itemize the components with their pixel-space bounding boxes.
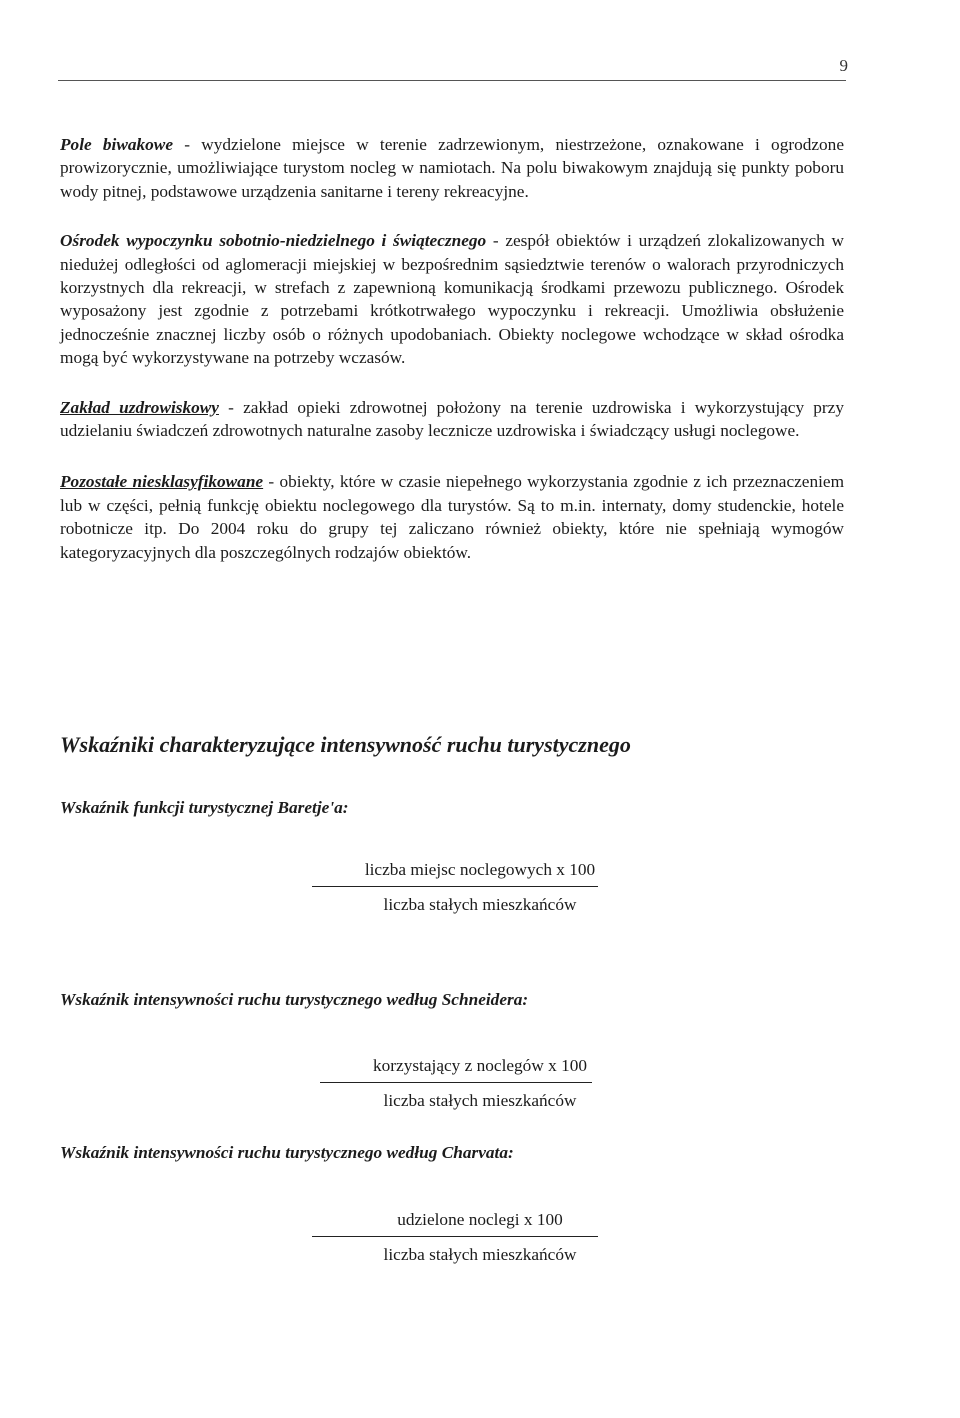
indicator-title: Wskaźnik intensywności ruchu turystycznego według Charvata: [60,1143,514,1162]
definition-text: - zespół obiektów i urządzeń zlokalizowanych w niedużej odległości od aglomeracji miejskiej w bezpośrednim sąsiedztwie terenów o walorach przyrodniczych korzystnych dla rekreacji, w strefach z zapewnioną komunikacją środkami przewozu publicznego. Ośrodek wyposażony jest zgodnie z potrzebami krótkotrwałego wypoczynku i rekreacji. Umożliwia obsłużenie jednocześnie znacznej liczby osób o różnych upodobaniach. Obiekty noclegowe wchodzące w skład ośrodka mogą być wykorzystywane na potrzeby wczasów. [60,231,844,368]
formula-denominator: liczba stałych mieszkańców [383,1091,577,1110]
indicator-title: Wskaźnik funkcji turystycznej Baretje'a: [60,798,349,817]
definition-paragraph [60,229,844,369]
definition-paragraph [60,470,844,564]
definition-paragraph [60,396,844,443]
formula-fraction [0,860,960,915]
definition-term: Ośrodek wypoczynku sobotnio-niedzielnego i świątecznego [60,231,487,251]
definition-text: - wydzielone miejsce w terenie zadrzewionym, niestrzeżone, oznakowane i ogrodzone prowizorycznie, umożliwiające turystom nocleg w namiotach. Na polu biwakowym znajdują się punkty poboru wody pitnej, podstawowe urządzenia sanitarne i tereny rekreacyjne. [60,135,844,201]
definition-term: Pozostałe niesklasyfikowane [60,472,264,492]
header-rule [58,80,846,81]
definition-text: - obiekty, które w czasie niepełnego wykorzystania zgodnie z ich przeznaczeniem lub w części, pełnią funkcję obiektu noclegowego dla turystów. Są to m.in. internaty, domy studenckie, hotele robotnicze itp. Do 2004 roku do grupy tej zaliczano również obiekty, które nie spełniają wymogów kategoryzacyjnych dla poszczególnych rodzajów obiektów. [60,472,845,562]
definition-text: - zakład opieki zdrowotnej położony na terenie uzdrowiska i wykorzystujący przy udzielaniu świadczeń zdrowotnych naturalne zasoby lecznicze uzdrowiska i świadczący usługi noclegowe. [60,397,844,441]
formula-numerator: udzielone noclegi x 100 [397,1210,563,1229]
formula-denominator: liczba stałych mieszkańców [383,895,577,914]
page-number: 9 [839,56,848,75]
fraction-bar [312,1236,598,1237]
definitions-section [60,133,844,564]
section-title: Wskaźniki charakteryzujące intensywność ruchu turystycznego [60,732,631,757]
formula-numerator: korzystający z noclegów x 100 [372,1056,588,1075]
formula-numerator: liczba miejsc noclegowych x 100 [364,860,596,879]
fraction-bar [312,886,598,887]
formula-denominator: liczba stałych mieszkańców [383,1245,577,1264]
formula-fraction [0,1056,960,1111]
formula-fraction [0,1210,960,1265]
fraction-bar [320,1082,592,1083]
definition-term: Pole biwakowe [60,135,174,154]
indicator-title: Wskaźnik intensywności ruchu turystycznego według Schneidera: [60,990,529,1009]
definition-term: Zakład uzdrowiskowy [60,397,219,417]
definition-paragraph [60,133,844,203]
